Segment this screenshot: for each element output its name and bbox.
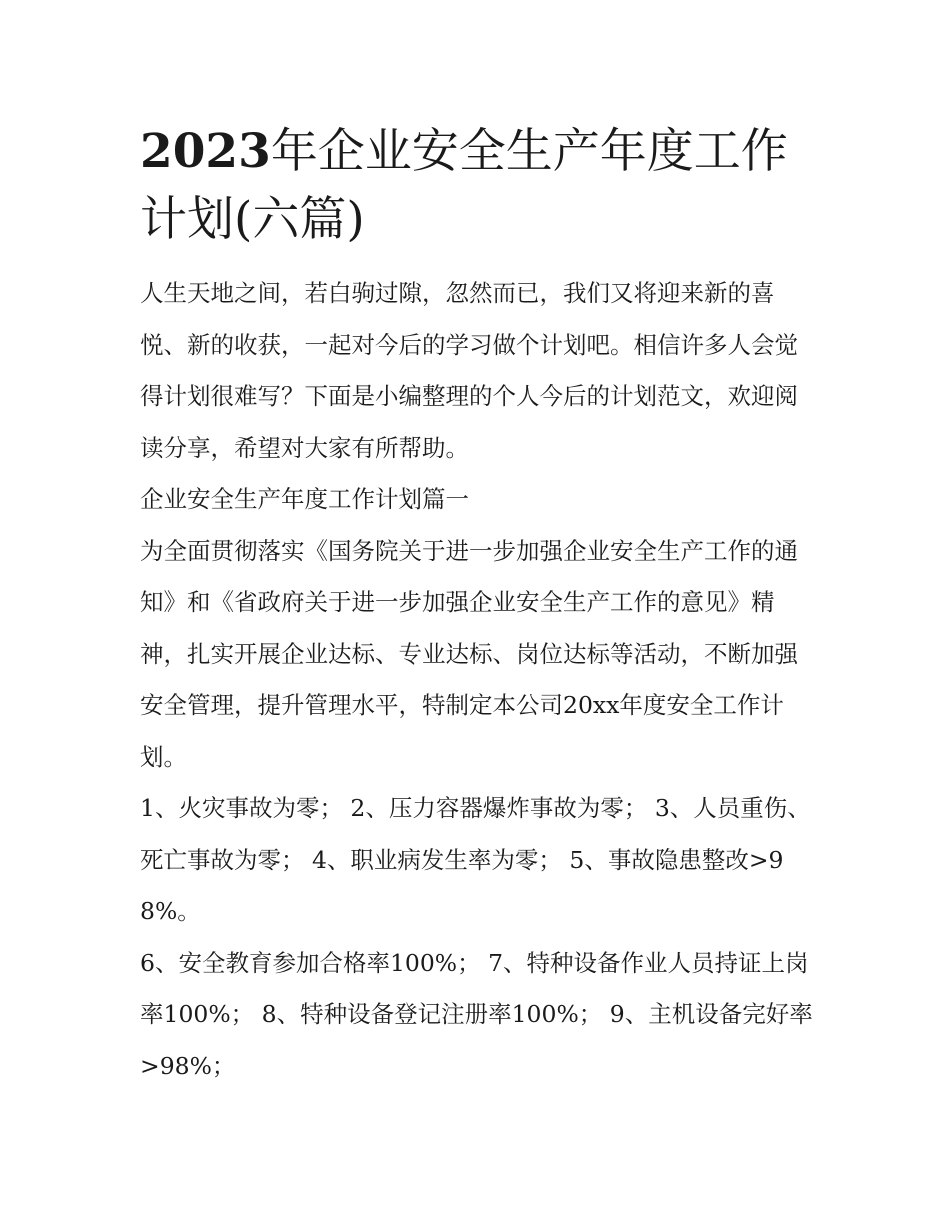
goals-paragraph-1: 1、火灾事故为零； 2、压力容器爆炸事故为零； 3、人员重伤、死亡事故为零； 4、职业病发生率为零； 5、事故隐患整改>98%。 — [140, 794, 811, 925]
goals-paragraph-2: 6、安全教育参加合格率100%； 7、特种设备作业人员持证上岗率100%； 8、特种设备登记注册率100%； 9、主机设备完好率>98%； — [140, 948, 813, 1080]
body-paragraph: 为全面贯彻落实《国务院关于进一步加强企业安全生产工作的通知》和《省政府关于进一步加强企业安全生产工作的意见》精神，扎实开展企业达标、专业达标、岗位达标等活动，不断加强安全管理，提升管理水平，特制定本公司20xx年度安全工作计划。 — [140, 536, 798, 771]
section-heading: 企业安全生产年度工作计划篇一 — [140, 485, 469, 513]
intro-paragraph: 人生天地之间，若白驹过隙，忽然而已，我们又将迎来新的喜悦、新的收获，一起对今后的学习做个计划吧。相信许多人会觉得计划很难写？下面是小编整理的个人今后的计划范文，欢迎阅读分享，希望对大家有所帮助。 — [140, 279, 798, 462]
document-page — [140, 118, 816, 1092]
document-title — [140, 118, 816, 254]
title-text: 年企业安全生产年度工作计划(六篇) — [140, 124, 788, 247]
title-year: 2023 — [140, 124, 271, 179]
